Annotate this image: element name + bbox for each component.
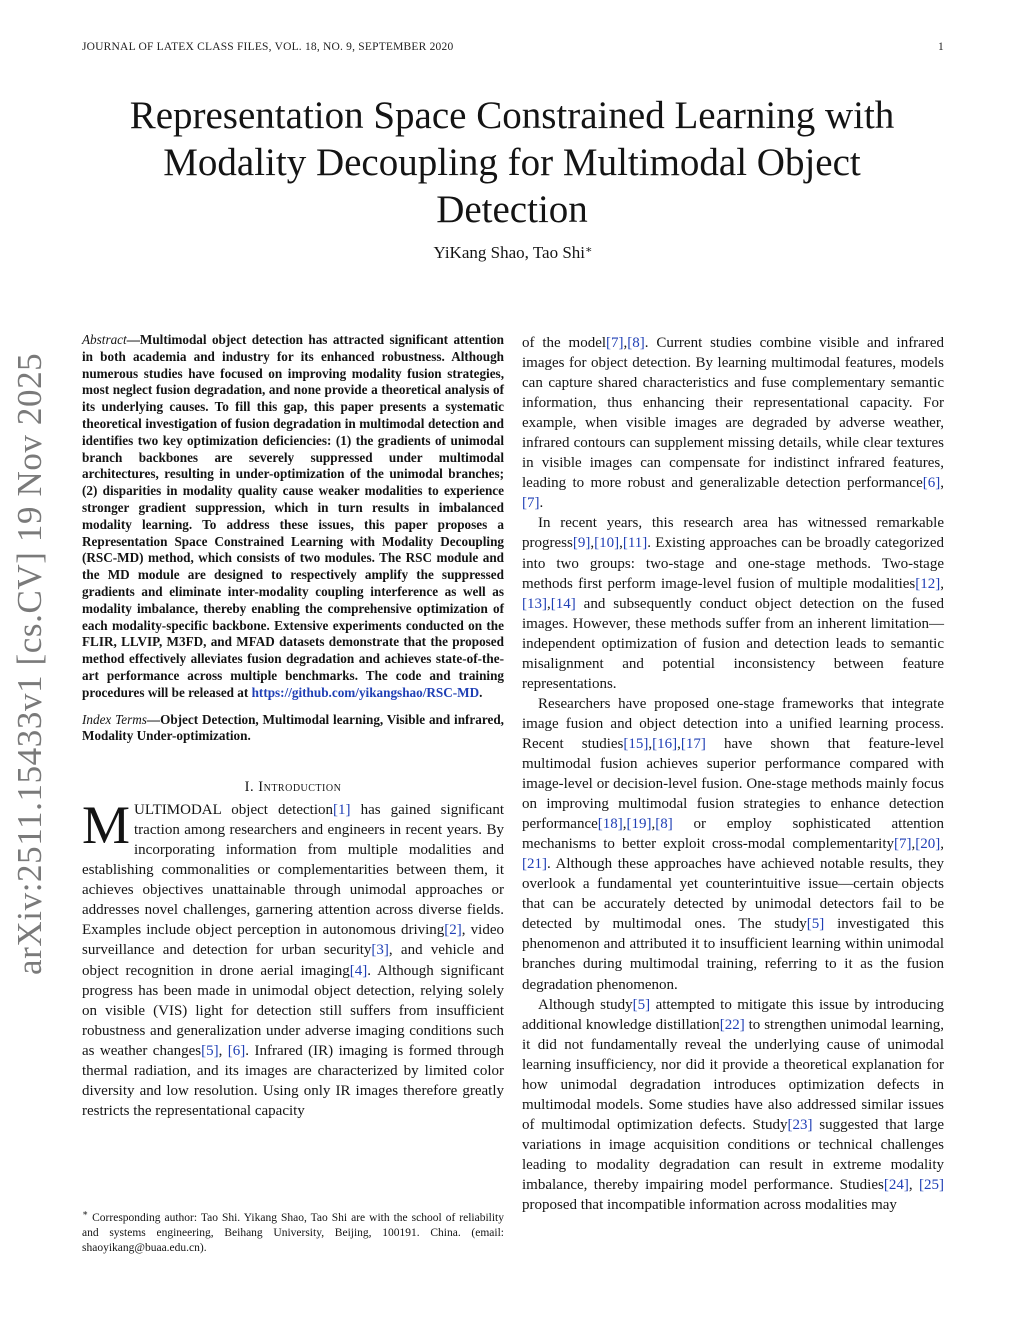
citation-link[interactable]: [25]: [919, 1176, 945, 1193]
text-run: ,: [619, 535, 623, 552]
text-run: Although study: [538, 996, 633, 1013]
text-run: ,: [547, 595, 551, 612]
right-paragraph-3: [522, 694, 944, 995]
paper-title: [80, 92, 944, 233]
citation-link[interactable]: [8]: [655, 816, 673, 833]
code-link[interactable]: https://github.com/yikangshao/RSC-MD: [251, 684, 480, 700]
citation-link[interactable]: [16]: [652, 735, 678, 752]
citation-link[interactable]: [1]: [333, 802, 351, 819]
page-number: 1: [938, 41, 944, 53]
abstract-end: .: [479, 684, 483, 700]
footnote-mark: ∗: [82, 1208, 89, 1218]
author-list: [82, 243, 944, 263]
citation-link[interactable]: [6]: [922, 475, 941, 492]
text-run: to strengthen unimodal learning, it did not fundamentally reveal the underlying cause of unimodal learning insufficiency, nor did it provide a theoretical explanation for how unimodal degradation introduces optimization defects in multimodal models. Some studies have also addressed similar issues of multimodal optimization defects. Study: [522, 1016, 944, 1133]
intro-paragraph-1: [82, 795, 505, 1121]
arxiv-stamp: arXiv:2511.15433v1 [cs.CV] 19 Nov 2025: [10, 352, 49, 975]
left-column: [82, 332, 504, 1121]
right-paragraph-2: [522, 513, 944, 693]
section-title: Introduction: [258, 779, 342, 796]
citation-link[interactable]: [3]: [371, 942, 389, 959]
author-names: YiKang Shao, Tao Shi: [433, 243, 585, 262]
text-run: of the model: [522, 335, 607, 351]
citation-link[interactable]: [7]: [522, 495, 540, 512]
text-run: attempted to mitigate this issue by introducing additional knowledge distillation: [522, 996, 944, 1033]
citation-link[interactable]: [24]: [883, 1176, 909, 1193]
citation-link[interactable]: [17]: [680, 735, 706, 752]
text-run: ,: [940, 836, 944, 853]
text-run: . Infrared (IR) imaging is formed through thermal radiation, and its images are characterized by limited color diversity and low resolution. Using only IR images therefore greatly restricts the representational capacity: [82, 1042, 504, 1119]
right-paragraph-4: [522, 995, 944, 1216]
citation-link[interactable]: [7]: [894, 836, 912, 853]
citation-link[interactable]: [23]: [787, 1116, 813, 1133]
text-run: .: [539, 495, 544, 512]
text-run: ,: [940, 475, 944, 492]
text-run: , and vehicle and object recognition in drone aerial imaging: [82, 942, 505, 979]
footnote: [82, 1206, 504, 1256]
citation-link[interactable]: [4]: [349, 962, 368, 979]
text-run: proposed that incompatible information across modalities may: [522, 1197, 897, 1214]
section-heading-introduction: [82, 779, 504, 796]
title-line-1: Representation Space Constrained Learning with: [129, 94, 895, 137]
index-terms-label: Index Terms: [82, 711, 147, 727]
citation-link[interactable]: [5]: [632, 996, 651, 1013]
running-head: [82, 41, 944, 53]
text-run: . Existing approaches can be broadly categorized into two groups: two-stage and one-stage methods. Two-stage methods first perform image-level fusion of multiple modalities: [522, 535, 944, 592]
text-run: ,: [911, 836, 916, 853]
text-run: or employ sophisticated attention mechanisms to better exploit cross-modal complementarity: [522, 816, 944, 853]
text-run: . Although these approaches have achieved notable results, they overlook a fundamental yet counterintuitive issue—certain objects that can be accurately detected by unimodal detectors fail to be detected by multimodal ones. The study: [522, 856, 944, 933]
section-number: I.: [244, 779, 259, 796]
journal-line: JOURNAL OF LATEX CLASS FILES, VOL. 18, NO. 9, SEPTEMBER 2020: [82, 41, 454, 53]
text-run: . Current studies combine visible and infrared images for object detection. By learning multimodal features, models can capture shared characteristics and fuse complementary semantic information, thus enhancing their representational capacity. For example, when visible images are degraded by adverse weather, infrared contours can supplement missing details, while clear textures in visible images can compensate for indistinct infrared features, leading to more robust and generalizable detection performance: [522, 335, 944, 492]
index-terms: [82, 712, 504, 746]
text-run: ,: [651, 816, 656, 833]
drop-cap: M: [82, 795, 131, 856]
text-run: In recent years, this research area has witnessed remarkable progress: [522, 515, 944, 552]
citation-link[interactable]: [8]: [627, 335, 645, 351]
title-line-3: Detection: [436, 188, 588, 231]
text-run: . Although significant progress has been made in unimodal object detection, relying solely on visible (VIS) light for detection still suffers from insufficient robustness and generalization under adverse imaging conditions such as weather changes: [82, 962, 504, 1059]
right-column: [522, 333, 944, 1215]
citation-link[interactable]: [7]: [606, 335, 624, 351]
text-run: Researchers have proposed one-stage frameworks that integrate image fusion and object detection into a unified learning process. Recent studies: [522, 695, 944, 752]
citation-link[interactable]: [18]: [597, 816, 623, 833]
text-run: ,: [218, 1042, 228, 1059]
footnote-text: Corresponding author: Tao Shi. Yikang Shao, Tao Shi are with the school of reliability and systems engineering, Beihang University, Beijing, 100191. China. (email: shaoyikang@buaa.edu.cn).: [82, 1211, 504, 1254]
citation-link[interactable]: [12]: [915, 575, 941, 592]
text-run: , video surveillance and detection for urban security: [82, 922, 504, 959]
text-run: ,: [622, 816, 627, 833]
abstract-text: —Multimodal object detection has attracted significant attention in both academia and industry for its enhanced robustness. Although numerous studies have focused on improving modality fusion strategies, most neglect fusion degradation, and none provide a theoretical analysis of its underlying causes. To fill this gap, this paper presents a systematic theoretical investigation of fusion degradation in multimodal detection and identifies two key optimization deficiencies: (1) the gradients of unimodal branch backbones are severely suppressed under multimodal architectures, resulting in under-optimization of the unimodal branches; (2) disparities in modality quality cause weaker modalities to experience stronger gradient suppression, which in turn results in imbalanced modality learning. To address these issues, this paper proposes a Representation Space Constrained Learning with Modality Decoupling (RSC-MD) method, which consists of two modules. The RSC module and the MD module are designed to respectively amplify the suppressed gradients and eliminate inter-modality coupling interference as well as modality imbalance, thereby enabling the comprehensive optimization of each modality-specific backbone. Extensive experiments conducted on the FLIR, LLVIP, M3FD, and MFAD datasets demonstrate that the proposed method effectively alleviates fusion degradation and achieves state-of-the-art performance across multiple benchmarks. The code and training procedures will be released at: [82, 332, 504, 700]
citation-link[interactable]: [5]: [806, 916, 825, 933]
title-line-2: Modality Decoupling for Multimodal Object: [163, 141, 861, 184]
text-run: investigated this phenomenon and attributed it to insufficient learning within unimodal branches during multimodal training, referring to it as the fusion degradation phenomenon.: [522, 916, 944, 993]
text-run: ,: [677, 735, 681, 752]
citation-link[interactable]: [21]: [522, 856, 547, 873]
citation-link[interactable]: [5]: [201, 1042, 219, 1059]
citation-link[interactable]: [19]: [626, 816, 652, 833]
abstract: [82, 332, 504, 702]
citation-link[interactable]: [10]: [594, 535, 620, 552]
text-run: ,: [623, 335, 628, 351]
text-run: and subsequently conduct object detection on the fused images. However, these methods suffer from an inherent limitation—independent optimization of fusion and detection leads to semantic misalignment and potential inconsistency between feature representations.: [522, 595, 944, 692]
text-run: ,: [590, 535, 595, 552]
text-run: have shown that feature-level multimodal fusion achieves superior performance compared with image-level or decision-level fusion. One-stage methods mainly focus on improving multimodal fusion strategies to enhance detection performance: [522, 735, 944, 833]
text-run: ,: [648, 735, 653, 752]
citation-link[interactable]: [15]: [623, 735, 649, 752]
citation-link[interactable]: [9]: [572, 535, 591, 552]
text-run: ,: [940, 575, 944, 592]
citation-link[interactable]: [14]: [550, 595, 576, 612]
corresponding-mark: ∗: [585, 244, 593, 256]
text-run: ,: [908, 1176, 920, 1193]
text-run: suggested that large variations in image acquisition conditions or technical challenges leading to modality degradation can result in extreme modality imbalance, thereby impairing model performance. Studies: [522, 1116, 944, 1193]
citation-link[interactable]: [20]: [915, 836, 941, 853]
abstract-label: Abstract: [82, 332, 127, 347]
citation-link[interactable]: [22]: [719, 1016, 745, 1033]
index-terms-text: —Object Detection, Multimodal learning, Visible and infrared, Modality Under-optimization.: [82, 711, 504, 744]
right-paragraph-1: [522, 333, 944, 513]
citation-link[interactable]: [13]: [522, 595, 547, 612]
text-run: ULTIMODAL object detection: [134, 802, 333, 819]
citation-link[interactable]: [6]: [227, 1042, 246, 1059]
text-run: has gained significant traction among researchers and engineers in recent years. By incorporating information from multiple modalities and establishing commonalities or complementarities between them, it achieves objectives unattainable through unimodal approaches or addresses novel challenges, garnering attention across diverse fields. Examples include object perception in autonomous driving: [82, 802, 505, 939]
citation-link[interactable]: [11]: [622, 535, 648, 552]
citation-link[interactable]: [2]: [444, 922, 462, 939]
